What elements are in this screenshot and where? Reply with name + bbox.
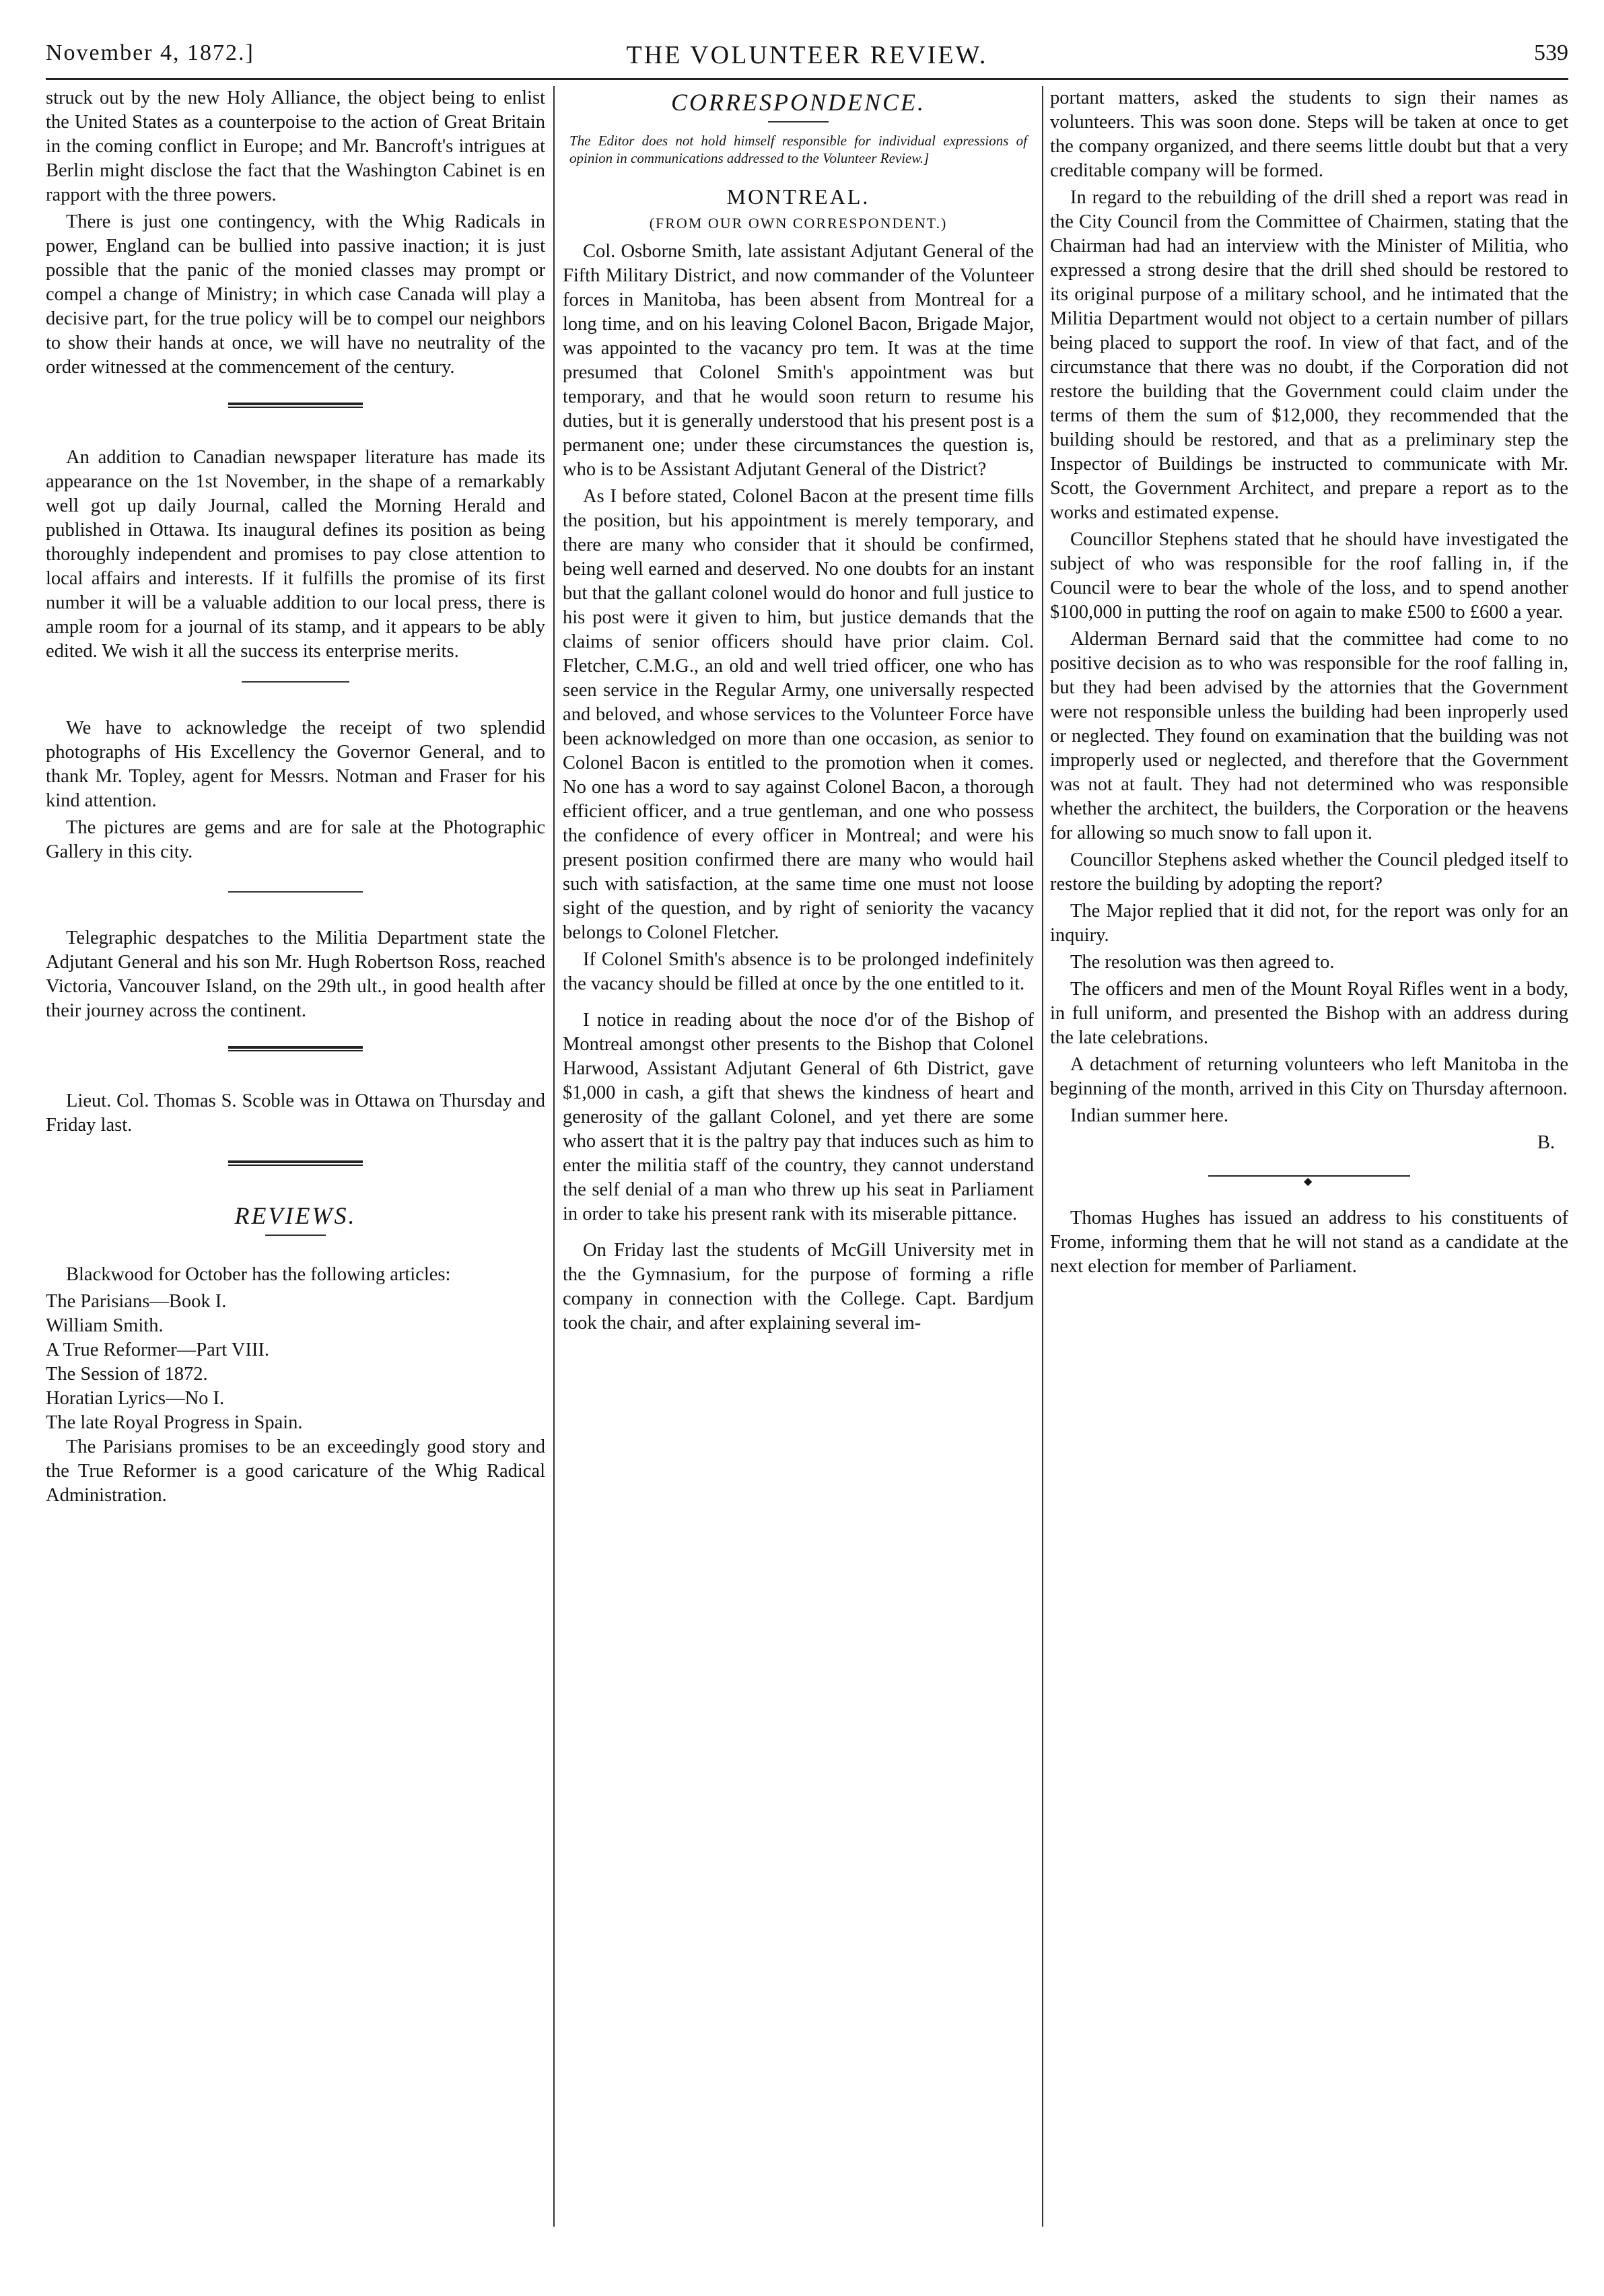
- article-paragraph: I notice in reading about the noce d'or of the Bishop of Montreal amongst other presents to the Bishop that Colonel Harwood, Assistant Adjutant General of 6th District, gave $1,000 in cash, a gift that shews the kindness of heart and generosity of the gallant Colonel, and yet there are some who assert that it is the paltry pay that induces such as him to enter the militia staff of the country, they cannot understand the self denial of a man who threw up his seat in Parliament in order to take his present rank with its miserable pittance.: [563, 1010, 1034, 1224]
- review-article-item: The Parisians—Book I.: [46, 1291, 227, 1312]
- article-paragraph: Thomas Hughes has issued an address to his constituents of Frome, informing them that he will not stand as a candidate at the next election for member of Parliament.: [1050, 1208, 1568, 1277]
- review-article-item: The late Royal Progress in Spain.: [46, 1412, 303, 1433]
- review-article-item: William Smith.: [46, 1315, 164, 1336]
- article-paragraph: As I before stated, Colonel Bacon at the present time fills the position, but his appointment is merely temporary, and there are many who consider that it should be confirmed, being well earned and deserved. No one doubts for an instant but that the gallant colonel would do honor and full justice to his post were it given to him, but justice demands that the claims of senior officers should have prior claim. Col. Fletcher, C.M.G., an old and well tried officer, one who has seen service in the Regular Army, one universally respected and beloved, and whose services to the Volunteer Force have been acknowledged on more than one occasion, as senior to Colonel Bacon is entitled to the promotion when it comes. No one has a word to say against Colonel Bacon, a thorough efficient officer, and a true gentleman, and one who possess the confidence of every officer in Montreal; and were his present position confirmed there are many who would hail such with satisfaction, at the same time one must not loose sight of the question, and by right of seniority the vacancy belongs to Colonel Fletcher.: [563, 486, 1034, 943]
- column-divider: [1042, 86, 1043, 2227]
- issue-date: November 4, 1872.]: [46, 40, 254, 65]
- article-paragraph: Councillor Stephens stated that he should have investigated the subject of who was responsible for the roof falling in, if the Council were to bear the whole of the loss, and to spend another $100,000 in putting the roof on again to make £500 to £600 a year.: [1050, 529, 1568, 623]
- heading-rule: [768, 121, 829, 123]
- page-number: 539: [1534, 40, 1568, 65]
- section-rule: [228, 1046, 363, 1051]
- article-paragraph: In regard to the rebuilding of the drill shed a report was read in the City Council from the Committee of Chairmen, stating that the Chairman had had an interview with the Minister of Militia, who expressed a strong desire that the drill shed should be restored to its original purpose of a military school, and he intimated that the Militia Department would not object to a certain number of pillars being placed to support the roof. In view of that fact, and of the circumstance that there was no doubt, if the Corporation did not restore the building that the Government could claim under the terms of them the sum of $12,000, they recommended that the building should be restored, and that as a preliminary step the Inspector of Buildings be instructed to communicate with Mr. Scott, the Government Architect, and prepare a report as to the works and estimated expense.: [1050, 187, 1568, 523]
- review-article-item: The Session of 1872.: [46, 1364, 208, 1385]
- heading-rule: [265, 1234, 326, 1236]
- column-divider: [553, 86, 555, 2227]
- article-paragraph: There is just one contingency, with the Whig Radicals in power, England can be bullied into passive inaction; it is just possible that the panic of the monied classes may prompt or compel a change of Ministry; in which case Canada will play a decisive part, for the true policy will be to compel our neighbors to show their hands at once, we will have no neutrality of the order witnessed at the commencement of the century.: [46, 211, 545, 378]
- section-heading-correspondence: CORRESPONDENCE.: [671, 89, 926, 116]
- article-paragraph: Councillor Stephens asked whether the Council pledged itself to restore the building by adopting the report?: [1050, 849, 1568, 895]
- section-rule: [228, 891, 363, 893]
- article-paragraph: The Parisians promises to be an exceedingly good story and the True Reformer is a good caricature of the Whig Radical Administration.: [46, 1436, 545, 1506]
- article-paragraph: Alderman Bernard said that the committee had come to no positive decision as to who was responsible for the roof falling in, but they had been advised by the attornies that the Government were not responsible unless the building had been inproperly used or neglected. They found on examination that the building was not improperly used or neglected, and therefore that the Government was not at fault. They had not determined who was responsible whether the architect, the builders, the Corporation or the heavens for allowing so much snow to fall upon it.: [1050, 629, 1568, 843]
- article-paragraph: If Colonel Smith's absence is to be prolonged indefinitely the vacancy should be filled at once by the one entitled to it.: [563, 949, 1034, 994]
- correspondent-signature: B.: [1537, 1132, 1555, 1153]
- article-paragraph: Lieut. Col. Thomas S. Scoble was in Ottawa on Thursday and Friday last.: [46, 1090, 545, 1136]
- review-article-item: A True Reformer—Part VIII.: [46, 1340, 269, 1360]
- column-right: [1050, 86, 1568, 2233]
- masthead-title: THE VOLUNTEER REVIEW.: [626, 41, 988, 69]
- section-heading-reviews: REVIEWS.: [234, 1202, 357, 1229]
- article-paragraph: portant matters, asked the students to sign their names as volunteers. This was soon done. Steps will be taken at once to get the company organized, and there seems little doubt but that a very creditable company will be formed.: [1050, 88, 1568, 181]
- article-paragraph: On Friday last the students of McGill University met in the the Gymnasium, for the purpose of forming a rifle company in connection with the College. Capt. Bardjum took the chair, and after explaining several im-: [563, 1240, 1034, 1333]
- article-paragraph: The officers and men of the Mount Royal Rifles went in a body, in full uniform, and presented the Bishop with an address during the late celebrations.: [1050, 979, 1568, 1048]
- article-paragraph: We have to acknowledge the receipt of two splendid photographs of His Excellency the Governor General, and to thank Mr. Topley, agent for Messrs. Notman and Fraser for his kind attention.: [46, 718, 545, 811]
- column-left: [46, 86, 545, 2233]
- column-center: [563, 86, 1034, 2233]
- editor-disclaimer: The Editor does not hold himself responsible for individual expressions of opinion in communications addressed to the Volunteer Review.]: [569, 133, 1027, 166]
- article-paragraph: The resolution was then agreed to.: [1070, 952, 1335, 973]
- article-paragraph: The Major replied that it did not, for the report was only for an inquiry.: [1050, 901, 1568, 946]
- correspondent-credit: (FROM OUR OWN CORRESPONDENT.): [649, 215, 948, 232]
- article-paragraph: A detachment of returning volunteers who left Manitoba in the beginning of the month, arrived in this City on Thursday afternoon.: [1050, 1054, 1568, 1099]
- review-article-item: Horatian Lyrics—No I.: [46, 1388, 225, 1409]
- dateline-montreal: MONTREAL.: [726, 184, 870, 209]
- section-rule: [242, 681, 349, 683]
- page-header: [46, 32, 1568, 75]
- diamond-ornament-icon: ◆: [1304, 1176, 1313, 1187]
- article-paragraph: Col. Osborne Smith, late assistant Adjutant General of the Fifth Military District, and now commander of the Volunteer forces in Manitoba, has been absent from Montreal for a long time, and on his leaving Colonel Bacon, Brigade Major, was appointed to the vacancy pro tem. It was at the time presumed that Colonel Smith's appointment was but temporary, and that he would soon return to resume his duties, but it is generally understood that his present post is a permanent one; under these circumstances the question is, who is to be Assistant Adjutant General of the District?: [563, 241, 1034, 480]
- article-paragraph: Blackwood for October has the following articles:: [66, 1264, 451, 1285]
- section-rule: [228, 1160, 363, 1166]
- article-paragraph: Telegraphic despatches to the Militia Department state the Adjutant General and his son Mr. Hugh Robertson Ross, reached Victoria, Vancouver Island, on the 29th ult., in good health after their journey across the continent.: [46, 928, 545, 1021]
- article-paragraph: An addition to Canadian newspaper literature has made its appearance on the 1st November, in the shape of a remarkably well got up daily Journal, called the Morning Herald and published in Ottawa. Its inaugural defines its position as being thoroughly independent and promises to pay close attention to local affairs and interests. If it fulfills the promise of its first number it will be a valuable addition to our local press, there is ample room for a journal of its stamp, and it appears to be ably edited. We wish it all the success its enterprise merits.: [46, 447, 545, 662]
- article-paragraph: The pictures are gems and are for sale at the Photographic Gallery in this city.: [46, 817, 545, 862]
- section-rule: [1208, 1175, 1410, 1187]
- article-paragraph: struck out by the new Holy Alliance, the object being to enlist the United States as a counterpoise to the action of Great Britain in the coming conflict in Europe; and Mr. Bancroft's intrigues at Berlin might disclose the fact that the Washington Cabinet is en rapport with the three powers.: [46, 88, 545, 205]
- section-rule: [228, 403, 363, 408]
- article-paragraph: Indian summer here.: [1070, 1105, 1229, 1126]
- header-rule: [46, 78, 1568, 80]
